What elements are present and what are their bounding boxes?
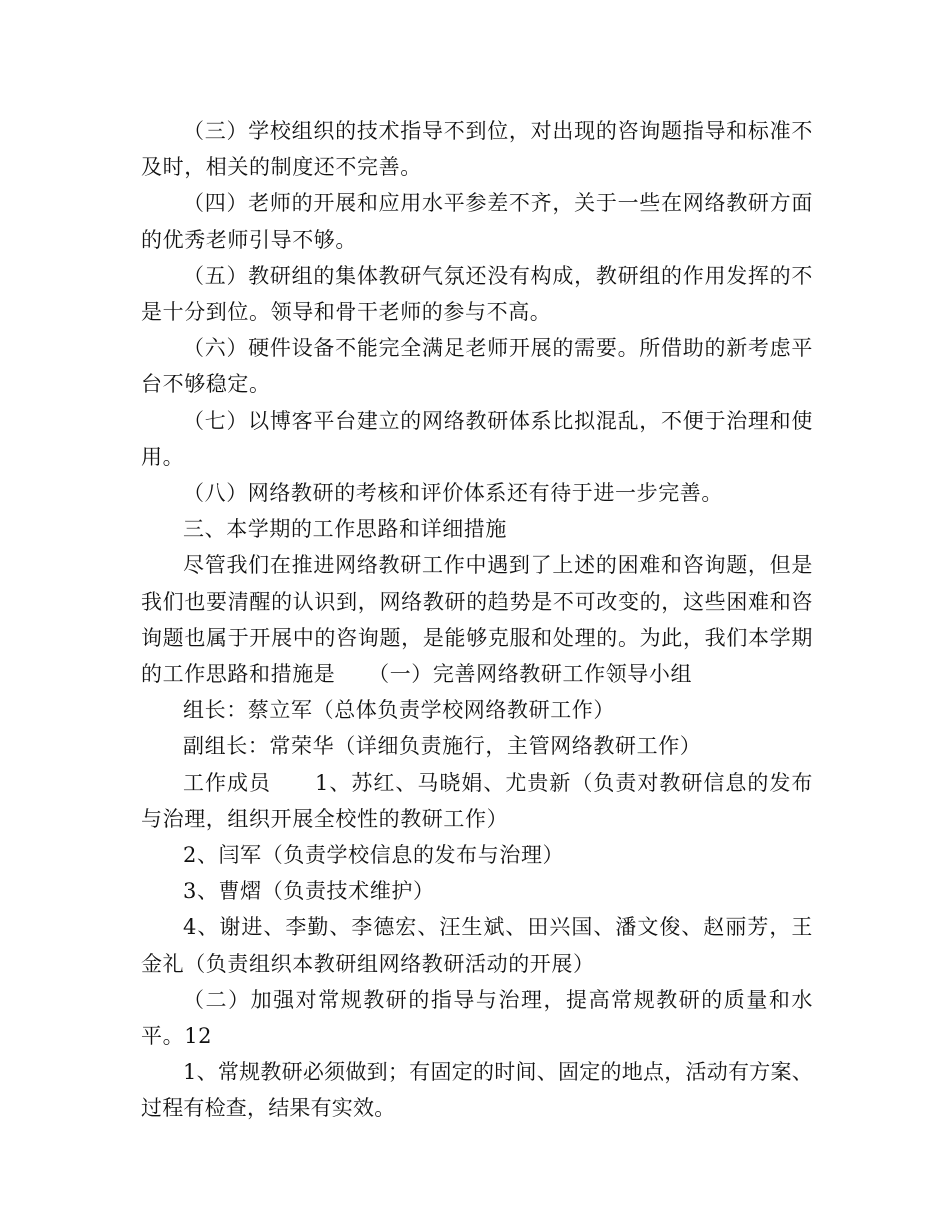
paragraph-problem-8: （八）网络教研的考核和评价体系还有待于进一步完善。 [183, 481, 723, 506]
section-heading: 三、本学期的工作思路和详细措施 [183, 517, 507, 542]
paragraph-problem-5: （五）教研组的集体教研气氛还没有构成，教研组的作用发挥的不是十分到位。领导和骨干老师的参与不高。 [141, 263, 813, 325]
paragraph-members-4: 4、谢进、李勤、李德宏、汪生斌、田兴国、潘文俊、赵丽芳，王金礼（负责组织本教研组网络教研活动的开展） [141, 915, 813, 976]
paragraph-members-2: 2、闫军（负责学校信息的发布与治理） [183, 843, 565, 868]
paragraph-members-3: 3、曹熠（负责技术维护） [183, 879, 435, 904]
paragraph-group-leader: 组长：蔡立军（总体负责学校网络教研工作） [183, 698, 615, 723]
paragraph-members-1: 工作成员 1、苏红、马晓娟、尤贵新（负责对教研信息的发布与治理，组织开展全校性的教研工作） [141, 770, 813, 831]
paragraph-measure-2-item-1: 1、常规教研必须做到；有固定的时间、固定的地点，活动有方案、过程有检查，结果有实效。 [141, 1060, 813, 1121]
paragraph-problem-4: （四）老师的开展和应用水平参差不齐，关于一些在网络教研方面的优秀老师引导不够。 [141, 191, 813, 252]
paragraph-problem-6: （六）硬件设备不能完全满足老师开展的需要。所借助的新考虑平台不够稳定。 [141, 336, 813, 397]
paragraph-intro: 尽管我们在推进网络教研工作中遇到了上述的困难和咨询题，但是我们也要清醒的认识到，网络教研的趋势是不可改变的，这些困难和咨询题也属于开展中的咨询题，是能够克服和处理的。为此，我们本学期的工作思路和措施是 （一）完善网络教研工作领导小组 [141, 553, 813, 687]
paragraph-measure-2: （二）加强对常规教研的指导与治理，提高常规教研的质量和水平。12 [141, 987, 813, 1049]
paragraph-problem-3: （三）学校组织的技术指导不到位，对出现的咨询题指导和标准不及时，相关的制度还不完善。 [141, 119, 813, 180]
paragraph-problem-7: （七）以博客平台建立的网络教研体系比拟混乱，不便于治理和使用。 [141, 408, 813, 469]
document-page [141, 113, 813, 1127]
paragraph-deputy-leader: 副组长：常荣华（详细负责施行，主管网络教研工作） [183, 734, 702, 759]
